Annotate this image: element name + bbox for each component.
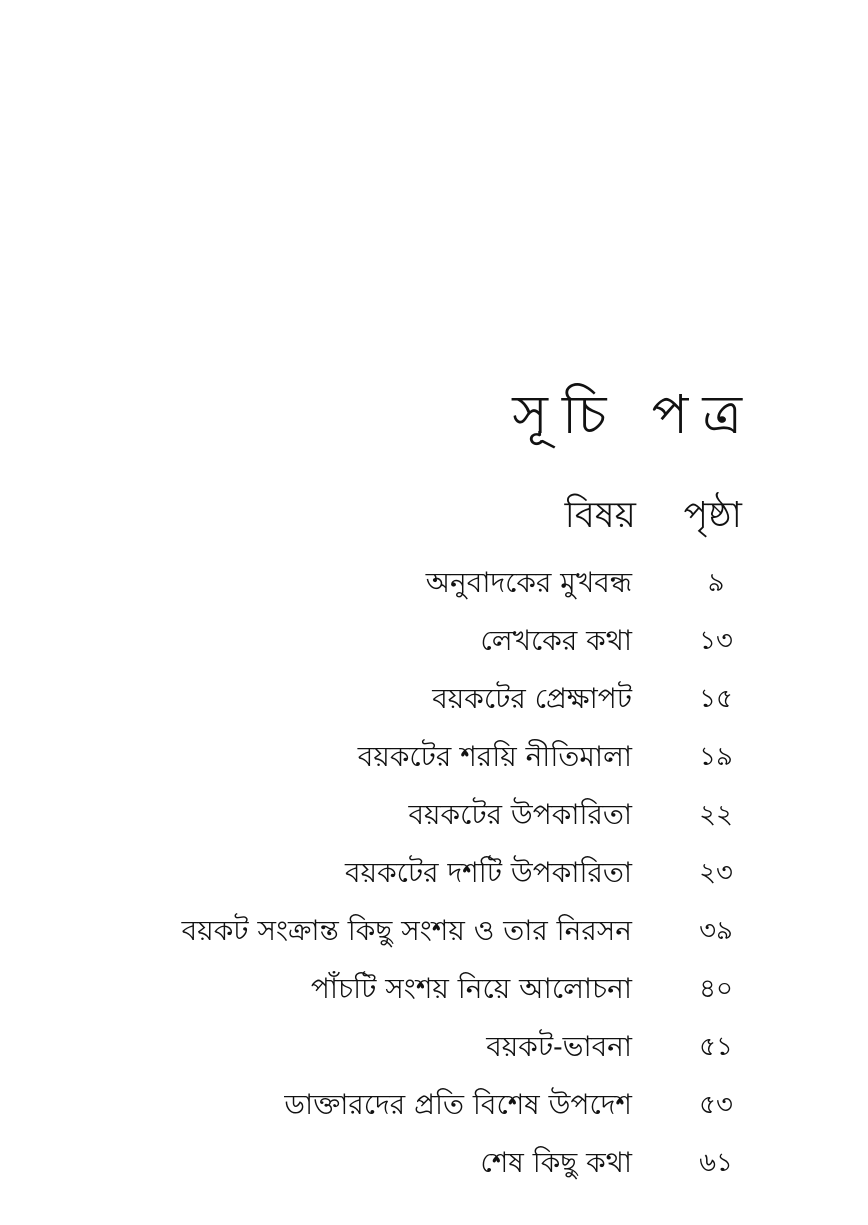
toc-row — [0, 676, 868, 734]
toc-entry-title: পাঁচটি সংশয় নিয়ে আলোচনা — [310, 972, 632, 1005]
toc-entry-title: ডাক্তারদের প্রতি বিশেষ উপদেশ — [284, 1088, 632, 1121]
toc-entry-page: ৪০ — [699, 974, 733, 1004]
toc-entry-page: ২৩ — [699, 858, 733, 888]
toc-entry-page: ১৯ — [699, 742, 733, 772]
toc-entry-page: ১৩ — [699, 626, 733, 656]
toc-entry-page: ৩৯ — [699, 916, 733, 946]
page-column-header: পৃষ্ঠা — [683, 495, 742, 536]
toc-entry-page: ৯ — [707, 568, 725, 598]
toc-row — [0, 1024, 868, 1082]
toc-row — [0, 792, 868, 850]
toc-row — [0, 1082, 868, 1140]
toc-row — [0, 734, 868, 792]
toc-entry-page: ১৫ — [699, 684, 733, 714]
toc-entry-title: শেষ কিছু কথা — [480, 1146, 632, 1179]
toc-entry-page: ২২ — [699, 800, 733, 830]
toc-entry-title: বয়কট সংক্রান্ত কিছু সংশয় ও তার নিরসন — [181, 914, 632, 947]
toc-entry-title: অনুবাদকের মুখবন্ধ — [425, 566, 632, 599]
toc-entry-title: লেখকের কথা — [480, 624, 632, 657]
table-of-contents — [0, 560, 868, 1198]
subject-column-header: বিষয় — [564, 495, 636, 536]
toc-entry-title: বয়কটের প্রেক্ষাপট — [432, 682, 632, 715]
toc-entry-page: ৬১ — [699, 1148, 733, 1178]
toc-entry-title: বয়কটের দশটি উপকারিতা — [345, 856, 632, 889]
toc-row — [0, 966, 868, 1024]
toc-row — [0, 560, 868, 618]
toc-entry-title: বয়কটের শরয়ি নীতিমালা — [357, 740, 632, 773]
toc-row — [0, 618, 868, 676]
page-title: সূচি পত্র — [512, 383, 756, 446]
toc-entry-title: বয়কটের উপকারিতা — [408, 798, 632, 831]
toc-entry-page: ৫৩ — [699, 1090, 733, 1120]
toc-entry-page: ৫১ — [699, 1032, 733, 1062]
toc-row — [0, 1140, 868, 1198]
toc-entry-title: বয়কট-ভাবনা — [486, 1030, 632, 1063]
toc-row — [0, 850, 868, 908]
toc-row — [0, 908, 868, 966]
